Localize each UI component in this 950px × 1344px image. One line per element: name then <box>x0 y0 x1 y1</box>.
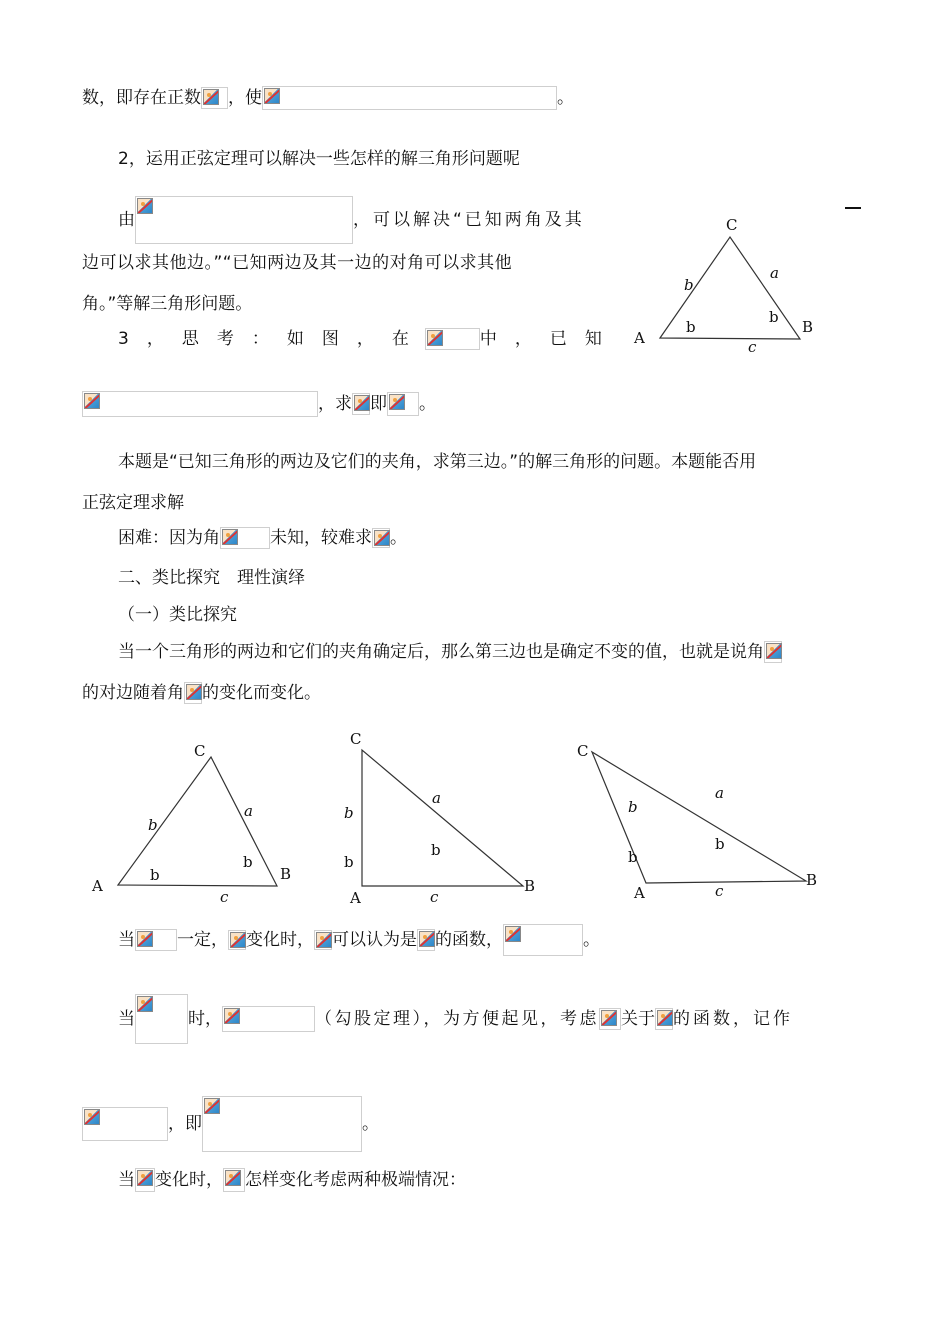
broken-image-icon <box>264 88 280 104</box>
text: 。 <box>557 88 574 108</box>
triangle-shape <box>118 757 277 886</box>
side-label-c: c <box>748 338 757 356</box>
paragraph-2: 正弦定理求解 <box>82 493 184 513</box>
formula-image <box>387 392 419 416</box>
vertex-label-B: B <box>280 865 292 883</box>
vertex-label-C: C <box>350 730 362 748</box>
formula-image <box>135 994 188 1044</box>
text: 当 <box>118 930 135 950</box>
q3-char: ， <box>146 329 164 349</box>
text: 的函数，记作 <box>673 1009 793 1029</box>
text: （勾股定理），为方便起见，考虑 <box>315 1009 599 1029</box>
angle-label-b: b <box>243 853 253 871</box>
text: 。 <box>583 930 600 950</box>
text: 怎样变化考虑两种极端情况： <box>245 1170 466 1190</box>
text: 变化时， <box>246 930 314 950</box>
broken-image-icon <box>225 1170 241 1186</box>
paragraph-3 <box>118 526 407 550</box>
q3-char: ， <box>356 329 374 349</box>
formula-image <box>314 930 332 950</box>
angle-label-b: b <box>431 841 441 859</box>
broken-image-icon <box>84 1109 100 1125</box>
broken-image-icon <box>203 89 219 105</box>
q3-char: 在 <box>391 329 409 349</box>
broken-image-icon <box>389 394 405 410</box>
angle-label-b: b <box>715 835 725 853</box>
broken-image-icon <box>84 393 100 409</box>
paragraph-1: 本题是“已知三角形的两边及它们的夹角，求第三边。”的解三角形的问题。本题能否用 <box>118 452 757 472</box>
triangle-shape <box>660 237 800 339</box>
formula-image <box>135 1168 155 1192</box>
side-label-a: a <box>770 264 779 282</box>
side-label-b: b <box>148 816 158 834</box>
formula-image <box>201 87 228 109</box>
formula-image <box>222 1006 315 1032</box>
side-label-c: c <box>220 888 229 906</box>
broken-image-icon <box>766 643 782 659</box>
formula-image <box>82 1107 168 1141</box>
q3-char: 思 <box>181 329 199 349</box>
discussion-line-3 <box>82 1096 379 1152</box>
question-3-line-2 <box>82 391 436 417</box>
subsection-heading: （一）类比探究 <box>118 605 237 625</box>
question-2-line-3: 角。”等解三角形问题。 <box>82 294 253 314</box>
broken-image-icon <box>657 1010 673 1026</box>
formula-image <box>202 1096 362 1152</box>
side-label-c: c <box>430 888 439 906</box>
text: ，可以解决“已知两角及其 <box>353 210 585 230</box>
angle-label-b: b <box>628 848 638 866</box>
broken-image-icon <box>137 931 153 947</box>
vertex-label-B: B <box>806 871 818 889</box>
text: 当 <box>118 1009 135 1029</box>
side-label-a: a <box>715 784 724 802</box>
text: 关于 <box>621 1009 655 1029</box>
text: 。 <box>362 1114 379 1134</box>
broken-image-icon <box>222 529 238 545</box>
text: 的对边随着角 <box>82 683 184 703</box>
vertex-label-B: B <box>524 877 536 895</box>
triangle-obtuse <box>570 735 830 910</box>
triangle-shape <box>362 750 523 886</box>
question-2-line-2: 边可以求其他边。”“已知两边及其一边的对角可以求其他 <box>82 253 513 273</box>
text: 可以认为是 <box>332 930 417 950</box>
angle-label-b: b <box>769 308 779 326</box>
broken-image-icon <box>137 996 153 1012</box>
q3-char: ： <box>251 329 269 349</box>
vertex-label-B: B <box>802 318 814 336</box>
q3-char: 3 <box>118 329 129 349</box>
vertex-label-A: A <box>634 329 645 347</box>
broken-image-icon <box>374 530 390 546</box>
text: 的函数， <box>435 930 503 950</box>
formula-image <box>352 393 370 415</box>
text: 数，即存在正数 <box>82 88 201 108</box>
text: ，即 <box>168 1114 202 1134</box>
paragraph-5 <box>82 681 321 705</box>
side-label-b: b <box>684 276 694 294</box>
vertex-label-C: C <box>194 742 206 760</box>
side-label-b: b <box>344 804 354 822</box>
formula-image <box>655 1008 673 1030</box>
triangle-acute <box>82 730 312 910</box>
text: 。 <box>390 528 407 548</box>
formula-image <box>220 527 270 549</box>
broken-image-icon <box>505 926 521 942</box>
formula-image <box>599 1008 621 1030</box>
text: 困难：因为角 <box>118 528 220 548</box>
formula-image <box>82 391 318 417</box>
discussion-line-4 <box>118 1168 466 1192</box>
text: 由 <box>118 210 135 230</box>
discussion-line-2 <box>118 994 793 1044</box>
side-label-a: a <box>244 802 253 820</box>
broken-image-icon <box>419 931 435 947</box>
q3-char: 中 <box>479 329 497 349</box>
text: 即 <box>370 394 387 414</box>
formula-image <box>425 328 480 350</box>
broken-image-icon <box>224 1008 240 1024</box>
text: 时， <box>188 1009 222 1029</box>
section-heading: 二、类比探究 理性演绎 <box>118 568 305 588</box>
formula-image <box>223 1168 245 1192</box>
broken-image-icon <box>316 932 332 948</box>
formula-image <box>262 86 557 110</box>
q3-char: 知 <box>584 329 602 349</box>
angle-label-b: b <box>344 853 354 871</box>
triangle-shape <box>592 752 806 883</box>
q3-char: 如 <box>286 329 304 349</box>
text: 当一个三角形的两边和它们的夹角确定后，那么第三边也是确定不变的值，也就是说角 <box>118 642 764 662</box>
formula-image <box>184 682 202 704</box>
side-label-b: b <box>628 798 638 816</box>
q3-char: ， <box>514 329 532 349</box>
side-label-c: c <box>715 882 724 900</box>
question-2-title: 2，运用正弦定理可以解决一些怎样的解三角形问题呢 <box>118 149 520 169</box>
angle-label-b: b <box>150 866 160 884</box>
question-2-line-1 <box>118 196 585 244</box>
q3-char: 已 <box>549 329 567 349</box>
formula-image <box>228 930 246 950</box>
broken-image-icon <box>230 932 246 948</box>
broken-image-icon <box>354 395 370 411</box>
line-1 <box>82 86 574 110</box>
vertex-label-C: C <box>726 216 738 234</box>
text: ，求 <box>318 394 352 414</box>
broken-image-icon <box>601 1010 617 1026</box>
broken-image-icon <box>186 684 202 700</box>
text: 。 <box>419 394 436 414</box>
q3-char: 图 <box>321 329 339 349</box>
formula-image <box>417 929 435 951</box>
side-label-a: a <box>432 789 441 807</box>
formula-image <box>764 641 782 663</box>
question-3-line-1 <box>118 327 602 351</box>
vertex-label-A: A <box>350 889 361 907</box>
vertex-label-A: A <box>634 884 645 902</box>
formula-image <box>135 196 353 244</box>
text: 的变化而变化。 <box>202 683 321 703</box>
paragraph-4 <box>118 640 782 664</box>
triangle-right <box>330 725 550 910</box>
vertex-label-A: A <box>92 877 103 895</box>
vertex-label-C: C <box>577 742 589 760</box>
formula-image <box>135 929 177 951</box>
q3-char: 考 <box>216 329 234 349</box>
formula-image <box>503 924 583 956</box>
broken-image-icon <box>137 198 153 214</box>
triangle-diagram-top <box>630 210 820 360</box>
text: 变化时， <box>155 1170 223 1190</box>
discussion-line-1 <box>118 924 600 956</box>
line-dash <box>845 207 861 209</box>
broken-image-icon <box>137 1170 153 1186</box>
angle-label-b: b <box>686 318 696 336</box>
text: ，使 <box>228 88 262 108</box>
text: 一定， <box>177 930 228 950</box>
formula-image <box>372 528 390 548</box>
text: 未知，较难求 <box>270 528 372 548</box>
broken-image-icon <box>204 1098 220 1114</box>
text: 当 <box>118 1170 135 1190</box>
broken-image-icon <box>427 330 443 346</box>
